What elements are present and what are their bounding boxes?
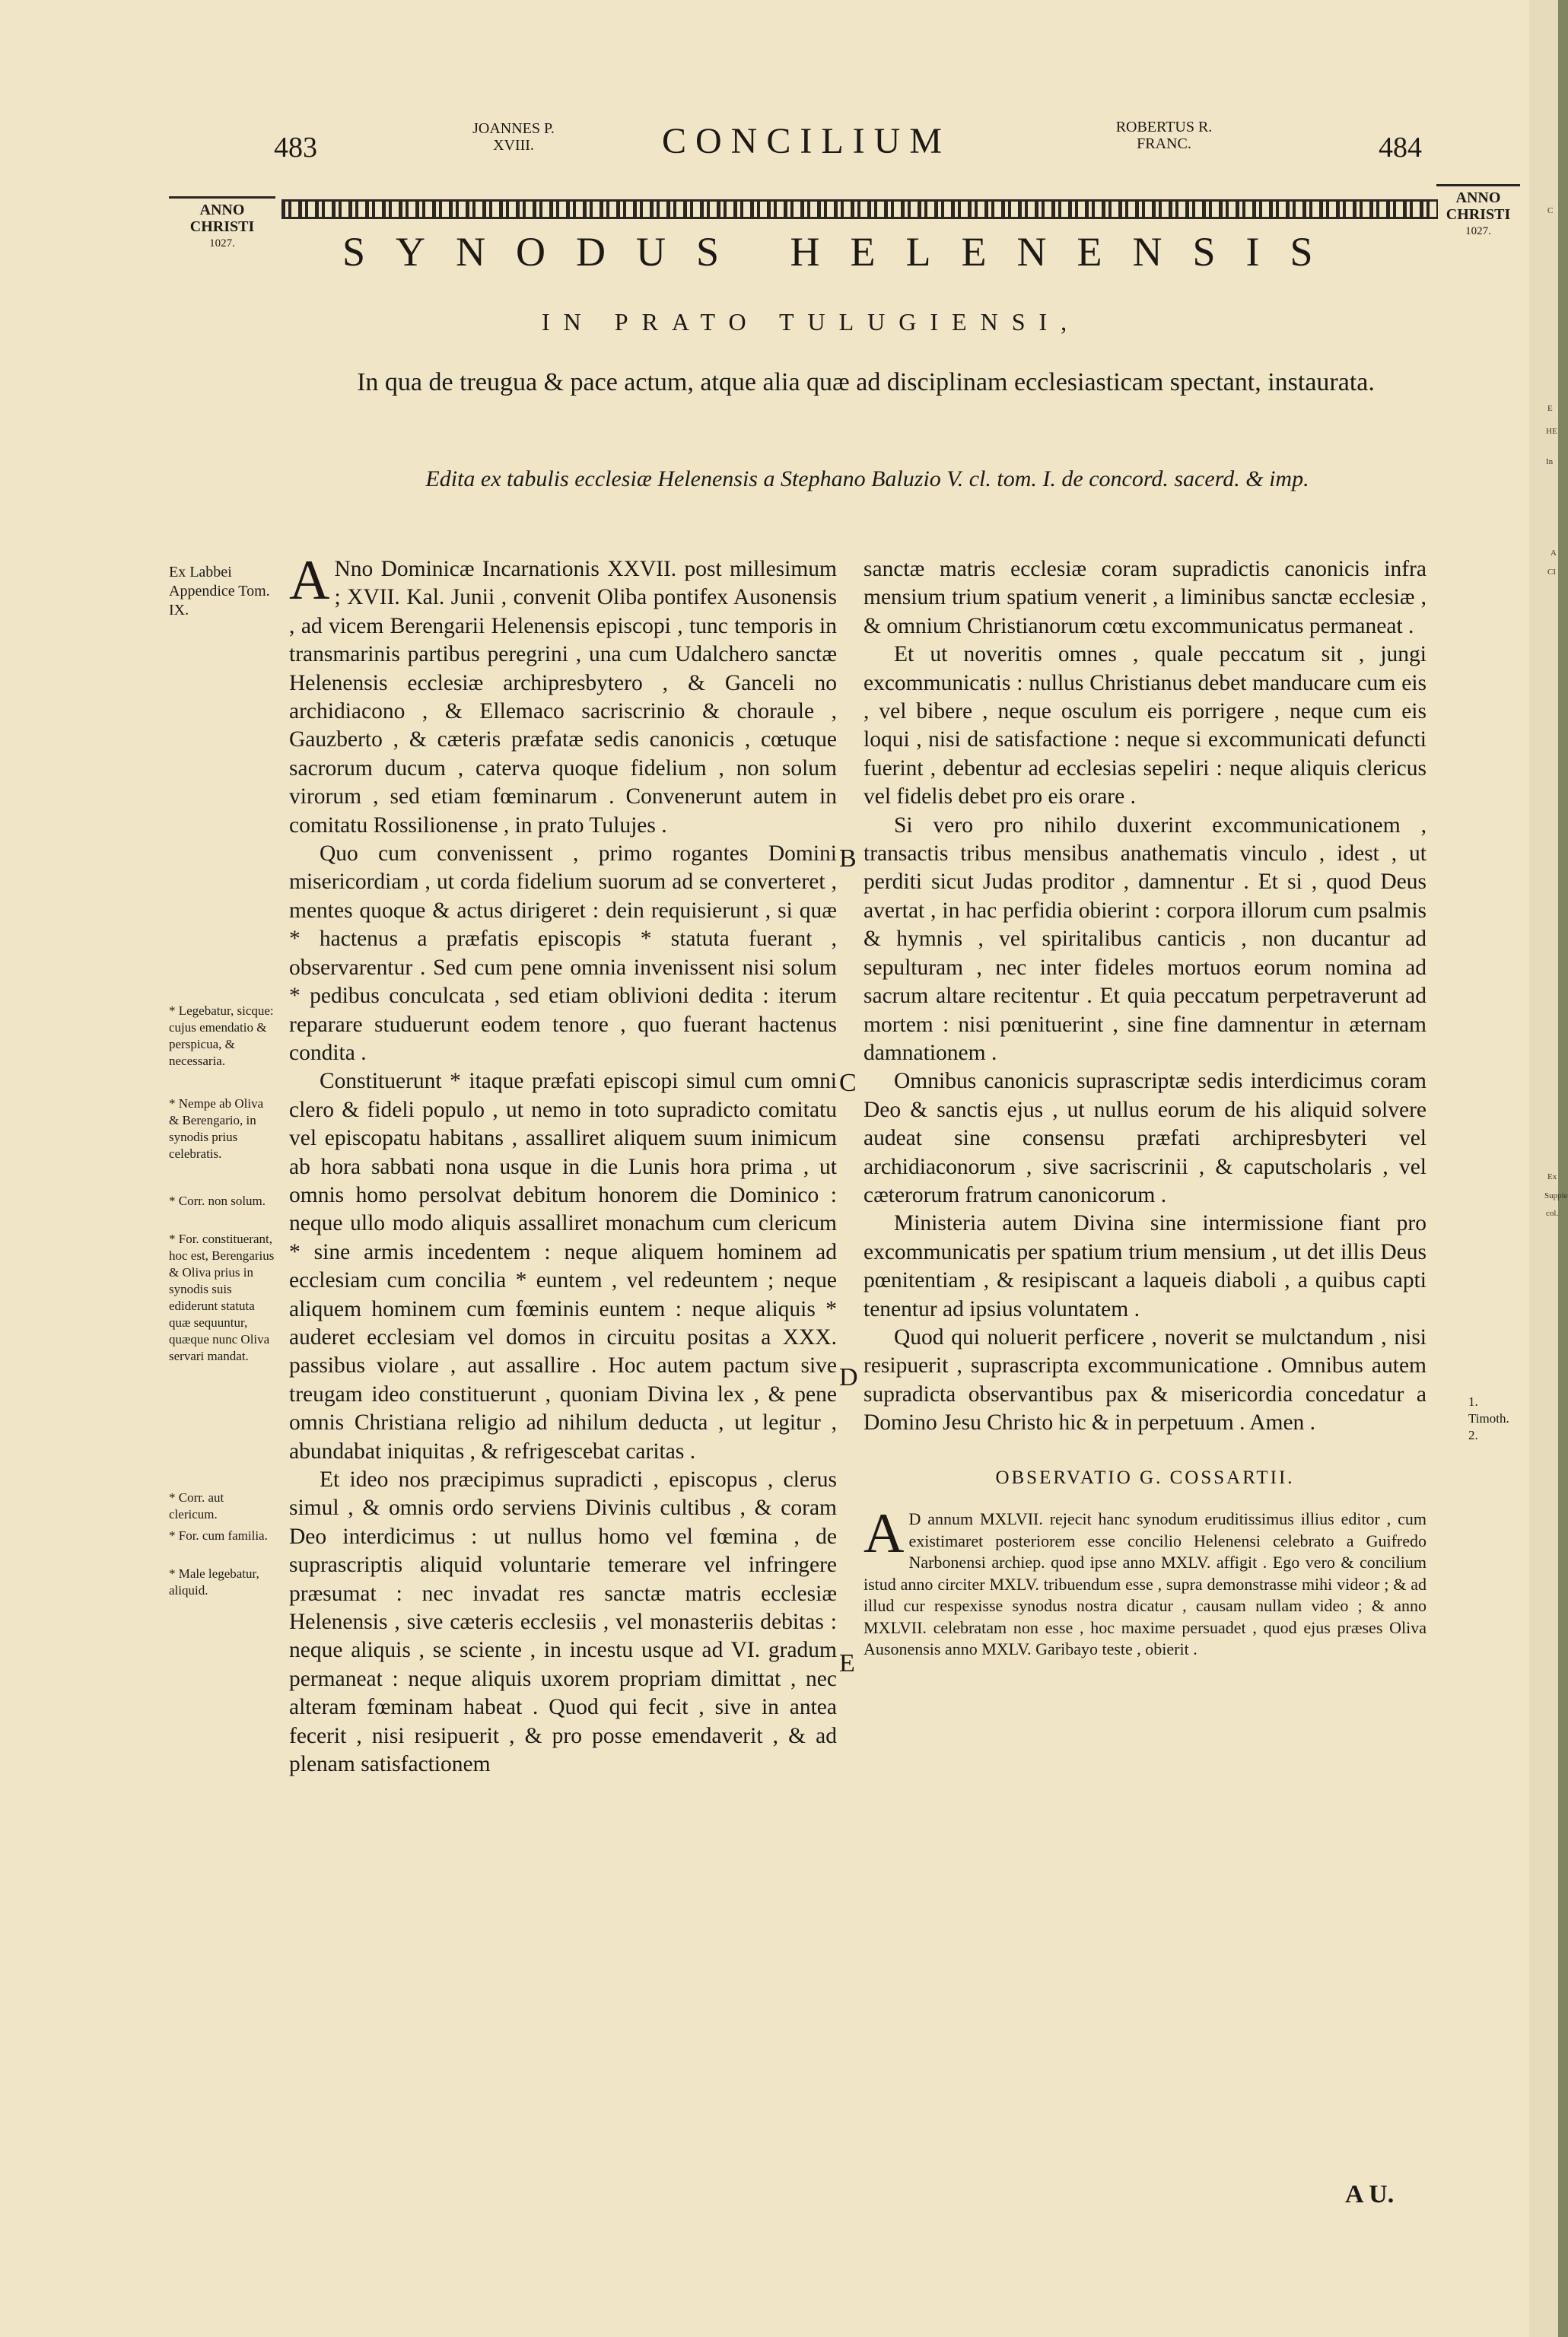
paragraph-text: Nno Dominicæ Incarnationis XXVII. post millesimum ; XVII. Kal. Junii , convenit Oliba pontifex Ausonensis , ad vicem Berengarii Helenensis episcopi , tunc temporis in transmarinis partibus peregrini , una cum Udalchero sanctæ Helenensis ecclesiæ archipresbytero , & Ganceli no archidiacono , & Ellemaco sacriscrinio & choraule , Gauzberto , & cæteris præfatæ sedis canonicis , cœtuque sacrorum ducum , caterva quoque fidelium , non solum virorum , sed etiam fœminarum . Convenerunt autem in comitatu Rossilionense , in prato Tulujes . (289, 557, 837, 838)
anno-christi-right (1436, 184, 1520, 240)
paragraph: Quo cum convenissent , primo rogantes Domini misericordiam , ut corda fidelium suorum ad se converteret , mentes quoque & actus dirigeret : dein requisierunt , si quæ * hactenus a præfatis episcopis * statuta fuerant , observarentur . Sed cum pene omnia invenissent nisi solum * pedibus conculcata , sed etiam oblivioni dedita : iterum reparare studuerunt eodem tenore , quo fuerant hactenus condita . (289, 841, 837, 1065)
paragraph: Omnibus canonicis suprascriptæ sedis interdicimus coram Deo & sanctis ejus , ut nullus eorum de his aliquid solvere audeat sine consensu præfati archipresbyteri vel archidiaconorum , sive sacriscrinii , & caputscholaris , vel cæterorum fratrum canonicorum . (864, 1069, 1426, 1207)
facing-page-edge (1529, 0, 1568, 2337)
paragraph: Constituerunt * itaque præfati episcopi simul cum omni clero & fideli populo , ut nemo in toto supradicto comitatu vel episcopatu habitans , assalliret aliquem suum inimicum ab hora sabbati nona usque in die Lunis hora prima , ut omnis homo persolvat debitum honorem die Dominico : neque ullo modo aliquis assalliret monachum cum clericum * sine armis incedentem : neque aliquem hominem ad ecclesiam cum concilia * euntem , vel redeuntem ; neque aliquem hominem cum fœminis euntem : neque aliquis * auderet ecclesiam vel domos in circuitu positas a XXX. passibus violare , aut assallire . Hoc autem pactum sive treugam ideo constituerunt , quoniam Divina lex , & pene omnis Christiana religio ad nihilum deducta , ut legitur , abundabat iniquitas , & refrigescebat caritas . (289, 1069, 837, 1464)
edge-fragment: col. (1546, 1209, 1559, 1218)
edge-fragment: In (1546, 457, 1554, 466)
right-column (864, 555, 1426, 1661)
anno-label: ANNO CHRISTI (1436, 184, 1520, 223)
page-number-right: 484 (1379, 132, 1422, 164)
paragraph: Ministeria autem Divina sine intermissione fiant pro excommunicatis per spatium trium mensium , ut det illis Deus pœnitentiam , & resipiscant a laqueis diaboli , a quibus capti tenentur ad ipsius voluntatem . (864, 1211, 1426, 1321)
margin-source-note: Ex Labbei Appendice Tom. IX. (169, 564, 270, 618)
edge-fragment: Supple (1544, 1191, 1568, 1200)
margin-note: * For. constituerant, hoc est, Berengarius & Oliva prius in synodis suis ediderunt statuta quæ sequuntur, quæque nunc Oliva servari mandat. (169, 1232, 275, 1363)
anno-year: 1027. (209, 237, 235, 250)
catchword: A U. (1345, 2180, 1395, 2208)
observatio-text (864, 1502, 1426, 1661)
paragraph: sanctæ matris ecclesiæ coram supradictis canonicis infra mensium trium spatium venerit , a liminibus sanctæ ecclesiæ , & omnium Christianorum cœtu excommunicatus permaneat . (864, 557, 1426, 638)
paragraph (289, 549, 837, 840)
edge-fragment: HE (1546, 427, 1557, 436)
column-letter: D (839, 1363, 858, 1391)
source-note: Edita ex tabulis ecclesiæ Helenensis a Stephano Baluzio V. cl. tom. I. de concord. sacerd. & imp. (425, 466, 1309, 491)
running-head-right: ROBERTUS R. FRANC. (1115, 119, 1213, 152)
running-head-left: JOANNES P. XVIII. (472, 120, 555, 154)
paragraph: Et ut noveritis omnes , quale peccatum sit , jungi excommunicatis : nullus Christianus debet manducare cum eis , vel bibere , neque osculum eis porrigere , neque cum eis loqui , nisi de satisfactione : neque si excommunicati defuncti fuerint , debentur ad ecclesias sepeliri : neque aliquis clericus vel fidelis debet pro eis orare . (864, 642, 1426, 809)
synod-title: SYNODUS HELENENSIS (342, 229, 1344, 275)
anno-year: 1027. (1465, 225, 1491, 237)
anno-christi-left (169, 196, 275, 252)
edge-fragment: A (1551, 548, 1557, 558)
edge-fragment: CI (1547, 568, 1556, 577)
observatio-title: OBSERVATIO G. COSSARTII. (995, 1467, 1295, 1488)
margin-note: * For. cum familia. (169, 1528, 268, 1543)
left-column (289, 549, 837, 1779)
observatio-body: D annum MXLVII. rejecit hanc synodum eruditissimus illius editor , cum existimaret posteriorem esse concilio Helenensi celebrato a Guifredo Narbonensi archiep. quod ipse anno MXLV. affigit . Ego vero & concilium istud anno circiter MXLV. tribuendum esse , supra demonstrasse mihi videor ; & ad illud cur respexisse synodus nostra dicatur , causam nullam video ; & anno MXLVII. celebratam non esse , hoc maxime persuadet , quod ejus præses Oliva Ausonensis anno MXLV. Garibayo teste , obierit . (864, 1509, 1426, 1658)
margin-note-right: 1. Timoth. 2. (1468, 1394, 1509, 1442)
margin-note: * Nempe ab Oliva & Berengario, in synodis prius celebratis. (169, 1096, 264, 1161)
page-number-left: 483 (274, 132, 317, 164)
running-title: CONCILIUM (662, 121, 951, 161)
edge-fragment: Ex (1547, 1172, 1557, 1181)
column-letter: B (839, 844, 857, 873)
paragraph: Et ideo nos præcipimus supradicti , episcopus , clerus simul , & omnis ordo serviens Divinis cultibus , & coram Deo interdicimus : ut nullus homo vel fœmina , de suprascriptis aliquid voluntarie temerare vel infringere præsumat : nec invadat res sanctæ matris ecclesiæ Helenensis , sive cæteris ecclesiis , vel monasteriis debitas : neque aliquis , se sciente , in incestu usque ad VI. gradum permaneat : neque aliquis uxorem propriam dimittat , nec alteram fœminam habeat . Quod qui fecit , sive in antea fecerit , nisi resipuerit , & pro posse emendaverit , & ad plenam satisfactionem (289, 1467, 837, 1777)
synod-subtitle: In qua de treugua & pace actum, atque alia quæ ad disciplinam ecclesiasticam spectant, instaurata. (357, 368, 1375, 396)
margin-note: * Corr. aut clericum. (169, 1490, 224, 1521)
edge-fragment: E (1547, 404, 1553, 413)
paragraph: Si vero pro nihilo duxerint excommunicationem , transactis tribus mensibus anathematis vinculo , idest , ut perditi sicut Judas proditor , damnentur . Et si , quod Deus avertat , in hac perfidia obierint : corpora illorum cum psalmis & hymnis , vel spiritalibus canticis , non ducantur ad sepulturam , nec inter fideles mortuos eorum nomina ad sacrum altare recitentur . Et quia peccatum perpetraverunt ad mortem : nisi pœnituerint , sine fine damnentur in æternam damnationem . (864, 812, 1426, 1065)
margin-note: * Corr. non solum. (169, 1194, 266, 1208)
margin-note: * Legebatur, sicque: cujus emendatio & perspicua, & necessaria. (169, 1003, 274, 1068)
margin-note: * Male legebatur, aliquid. (169, 1566, 259, 1598)
synod-location: IN PRATO TULUGIENSI, (542, 308, 1081, 335)
ornamental-band (281, 199, 1438, 219)
paragraph: Quod qui noluerit perficere , noverit se mulctandum , nisi resipuerit , suprascripta excommunicatione . Omnibus autem supradicta observantibus pax & misericordia concedatur a Domino Jesu Christo hic & in perpetuum . Amen . (864, 1324, 1426, 1436)
anno-label: ANNO CHRISTI (169, 196, 275, 235)
column-letter: E (839, 1649, 855, 1677)
drop-cap: A (864, 1502, 905, 1565)
column-letter: C (839, 1069, 857, 1097)
edge-fragment: C (1547, 206, 1554, 215)
drop-cap: A (289, 549, 330, 612)
